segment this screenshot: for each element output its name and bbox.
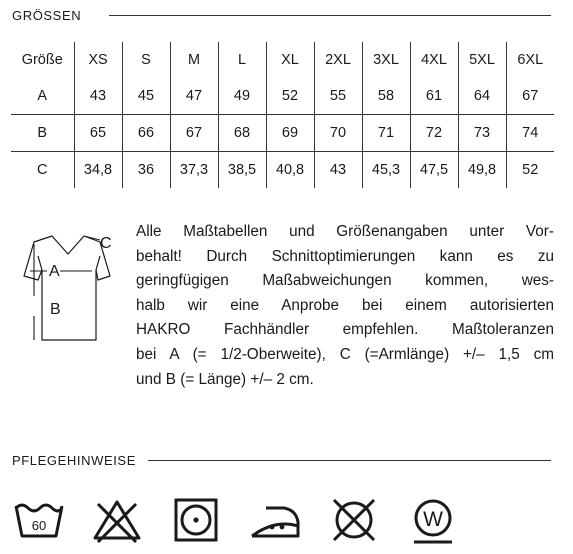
measurement-cell: 67 — [170, 115, 218, 152]
size-table-row — [11, 115, 554, 152]
size-header-cell: 6XL — [506, 42, 554, 78]
wet-clean-icon — [406, 496, 460, 544]
do-not-bleach-icon — [90, 496, 144, 544]
measurement-label: B — [37, 125, 48, 141]
measurement-label: A — [37, 88, 48, 104]
measurement-cell: 52 — [506, 152, 554, 189]
measure-label-b: B — [50, 301, 61, 318]
size-header-cell: 3XL — [362, 42, 410, 78]
size-table-row — [11, 78, 554, 115]
sizes-section-divider — [109, 15, 551, 16]
note-line: behalt! Durch Schnittoptimierungen kann es zu — [136, 247, 554, 265]
measurement-cell: 61 — [410, 78, 458, 115]
tumble-dry-icon — [169, 496, 223, 544]
size-header-cell: S — [122, 42, 170, 78]
measurement-cell: 67 — [506, 78, 554, 115]
size-table — [11, 42, 554, 188]
note-line: Alle Maßtabellen und Größenangaben unter Vor- — [136, 223, 554, 240]
measurement-cell: 43 — [74, 78, 122, 115]
note-line: geringfügigen Maßabweichungen kommen, wes- — [136, 272, 554, 290]
size-disclaimer-text — [136, 220, 554, 392]
size-header-cell: L — [218, 42, 266, 78]
size-table-header-row — [11, 42, 554, 78]
shirt-outline — [24, 236, 110, 340]
shirt-sleeve-seam-right — [96, 256, 100, 270]
note-line: und B (= Länge) +/– 2 cm. — [136, 370, 314, 388]
measurement-cell: 47,5 — [410, 152, 458, 189]
size-header-cell: XL — [266, 42, 314, 78]
measurement-cell: 49,8 — [458, 152, 506, 189]
measurement-cell: 37,3 — [170, 152, 218, 189]
measurement-cell: 58 — [362, 78, 410, 115]
size-header-cell: XS — [74, 42, 122, 78]
measurement-cell: 45,3 — [362, 152, 410, 189]
measure-label-a: A — [49, 263, 60, 280]
measurement-cell: 49 — [218, 78, 266, 115]
sizes-section-title: GRÖSSEN — [12, 8, 82, 23]
wash-60-icon — [12, 496, 66, 544]
sizes-section-header — [12, 8, 551, 23]
measurement-cell: 68 — [218, 115, 266, 152]
do-not-dry-clean-icon — [327, 496, 381, 544]
measurement-cell: 43 — [314, 152, 362, 189]
measurement-cell: 64 — [458, 78, 506, 115]
measurement-cell: 40,8 — [266, 152, 314, 189]
care-symbols-row — [10, 496, 570, 546]
size-header-label: Größe — [21, 52, 63, 68]
note-line: HAKRO Fachhändler empfehlen. Maßtoleranzen — [136, 321, 554, 339]
measurement-cell: 36 — [122, 152, 170, 189]
care-section-header — [12, 453, 551, 468]
measurement-cell: 66 — [122, 115, 170, 152]
size-header-cell: 2XL — [314, 42, 362, 78]
care-section-title: PFLEGEHINWEISE — [12, 453, 136, 468]
size-table-body — [11, 78, 554, 188]
measurement-cell: 74 — [506, 115, 554, 152]
measurement-cell: 72 — [410, 115, 458, 152]
shirt-sleeve-seam-left — [38, 256, 42, 270]
size-table-row — [11, 152, 554, 189]
measurement-cell: 69 — [266, 115, 314, 152]
note-line: bei A (= 1/2-Oberweite), C (=Armlänge) +/– 1,5 cm — [136, 345, 554, 363]
measurement-cell: 52 — [266, 78, 314, 115]
iron-medium-icon — [248, 496, 302, 544]
care-section-divider — [148, 460, 551, 461]
wash-temperature: 60 — [31, 518, 47, 533]
garment-measurement-diagram — [12, 226, 137, 351]
measurement-cell: 65 — [74, 115, 122, 152]
measure-label-c: C — [100, 235, 112, 252]
size-header-cell: 5XL — [458, 42, 506, 78]
size-header-cell: M — [170, 42, 218, 78]
measurement-cell: 55 — [314, 78, 362, 115]
measurement-cell: 45 — [122, 78, 170, 115]
note-line: halb wir eine Anprobe bei einem autorisierten — [136, 296, 554, 314]
measurement-label: C — [37, 162, 48, 178]
measurement-cell: 73 — [458, 115, 506, 152]
measurement-cell: 70 — [314, 115, 362, 152]
measurement-cell: 38,5 — [218, 152, 266, 189]
measurement-cell: 47 — [170, 78, 218, 115]
size-header-cell: 4XL — [410, 42, 458, 78]
measurement-cell: 34,8 — [74, 152, 122, 189]
measurement-cell: 71 — [362, 115, 410, 152]
wet-clean-letter: W — [423, 508, 443, 531]
